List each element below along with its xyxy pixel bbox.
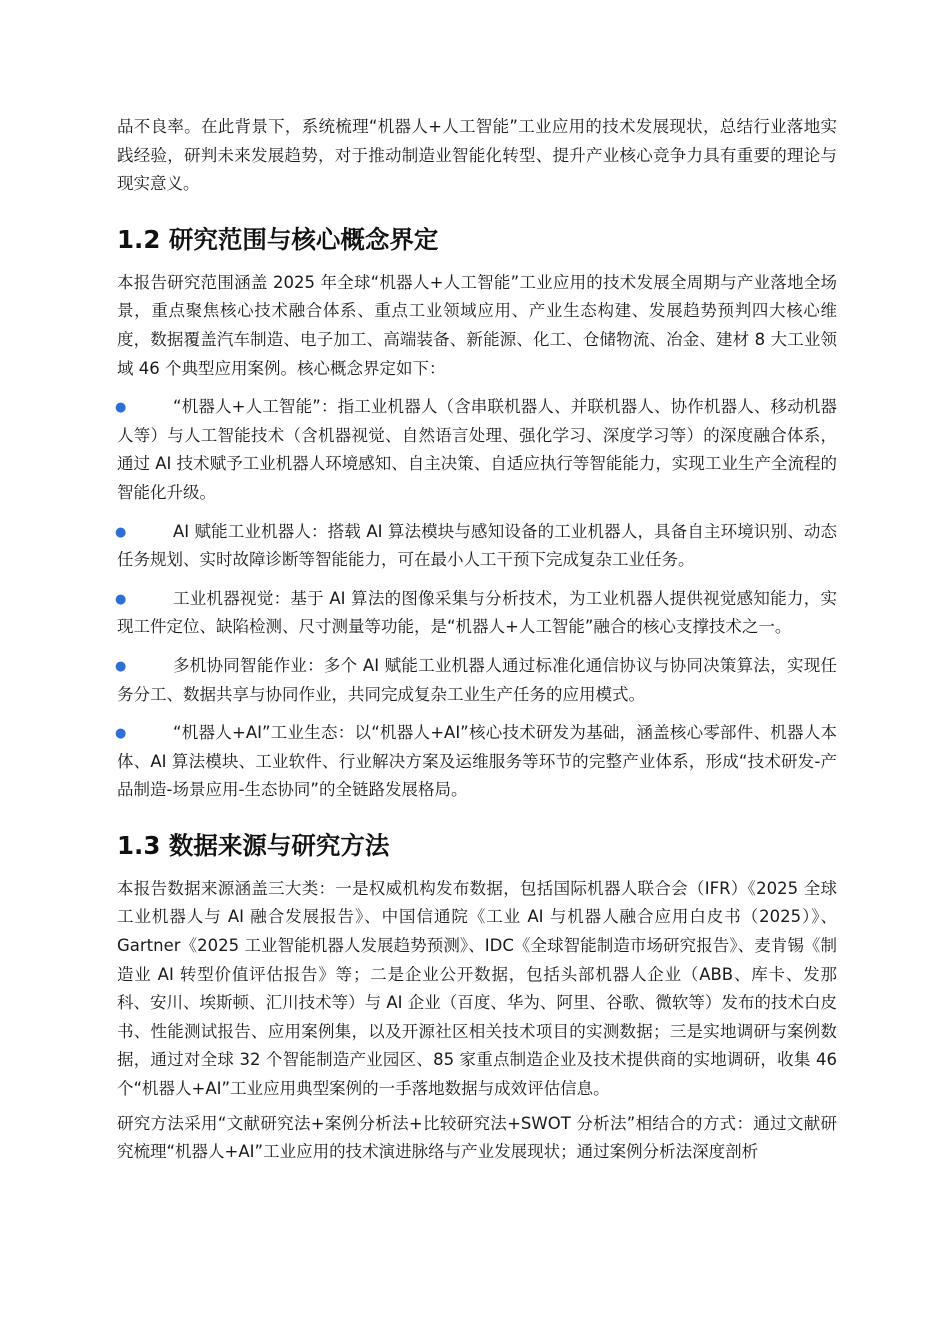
list-item-text: 工业机器视觉：基于 AI 算法的图像采集与分析技术，为工业机器人提供视觉感知能力，实现工件定位、缺陷检测、尺寸测量等功能，是“机器人+人工智能”融合的核心支撑技术之一。 [117,588,837,637]
section-heading-1-2: 1.2 研究范围与核心概念界定 [117,224,439,254]
bullet-icon: ● [115,658,127,674]
list-item-text: 多机协同智能作业：多个 AI 赋能工业机器人通过标准化通信协议与协同决策算法，实现任务分工、数据共享与协同作业，共同完成复杂工业生产任务的应用模式。 [117,655,837,704]
bullet-icon: ● [115,726,127,742]
bullet-icon: ● [115,524,127,540]
list-item [117,719,837,805]
section-1-3-paragraph-2: 研究方法采用“文献研究法+案例分析法+比较研究法+SWOT 分析法”相结合的方式：通过文献研究梳理“机器人+AI”工业应用的技术演进脉络与产业发展现状；通过案例分析法深度剖析 [117,1113,837,1162]
list-item-text: “机器人+AI”工业生态：以“机器人+AI”核心技术研发为基础，涵盖核心零部件、机器人本体、AI 算法模块、工业软件、行业解决方案及运维服务等环节的完整产业体系，形成“技术研发-产品制造-场景应用-生态协同”的全链路发展格局。 [117,723,837,800]
list-item [117,518,837,575]
section-1-2-paragraph: 本报告研究范围涵盖 2025 年全球“机器人+人工智能”工业应用的技术发展全周期与产业落地全场景，重点聚焦核心技术融合体系、重点工业领域应用、产业生态构建、发展趋势预判四大核心维度，数据覆盖汽车制造、电子加工、高端装备、新能源、化工、仓储物流、冶金、建材 8 大工业领域 46 个典型应用案例。核心概念界定如下： [117,272,837,378]
bullet-icon: ● [115,591,127,607]
list-item [117,585,837,642]
document-page [117,113,837,1167]
intro-paragraph: 品不良率。在此背景下，系统梳理“机器人+人工智能”工业应用的技术发展现状，总结行业落地实践经验，研判未来发展趋势，对于推动制造业智能化转型、提升产业核心竞争力具有重要的理论与现实意义。 [117,117,837,194]
concept-definition-list [117,393,837,805]
section-heading-1-3: 1.3 数据来源与研究方法 [117,830,390,860]
list-item-text: “机器人+人工智能”：指工业机器人（含串联机器人、并联机器人、协作机器人、移动机器人等）与人工智能技术（含机器视觉、自然语言处理、强化学习、深度学习等）的深度融合体系，通过 AI 技术赋予工业机器人环境感知、自主决策、自适应执行等智能能力，实现工业生产全流程的智能化升级。 [117,397,837,502]
list-item [117,393,837,507]
section-1-3-paragraph-1: 本报告数据来源涵盖三大类：一是权威机构发布数据，包括国际机器人联合会（IFR）《2025 全球工业机器人与 AI 融合发展报告》、中国信通院《工业 AI 与机器人融合应用白皮书（2025）》、Gartner《2025 工业智能机器人发展趋势预测》、IDC《全球智能制造市场研究报告》、麦肯锡《制造业 AI 转型价值评估报告》等；二是企业公开数据，包括头部机器人企业（ABB、库卡、发那科、安川、埃斯顿、汇川技术等）与 AI 企业（百度、华为、阿里、谷歌、微软等）发布的技术白皮书、性能测试报告、应用案例集，以及开源社区相关技术项目的实测数据；三是实地调研与案例数据，通过对全球 32 个智能制造产业园区、85 家重点制造企业及技术提供商的实地调研，收集 46 个“机器人+AI”工业应用典型案例的一手落地数据与成效评估信息。 [117,878,837,1099]
bullet-icon: ● [115,400,127,416]
list-item [117,652,837,709]
list-item-text: AI 赋能工业机器人：搭载 AI 算法模块与感知设备的工业机器人，具备自主环境识别、动态任务规划、实时故障诊断等智能能力，可在最小人工干预下完成复杂工业任务。 [117,521,837,570]
